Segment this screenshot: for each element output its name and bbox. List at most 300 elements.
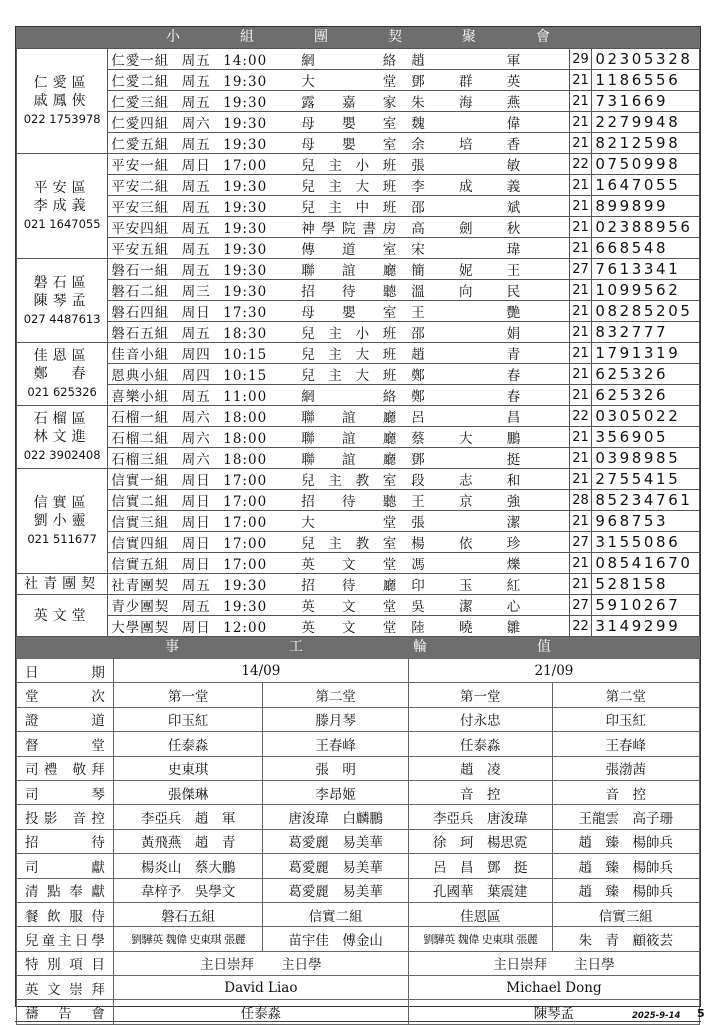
meeting-place: 母嬰室 [301,137,398,153]
district-leader: 林文進 [33,429,91,445]
meeting-time: 19:30 [223,242,268,258]
area-code: 21 [569,280,592,301]
duty-cell: 趙 臻 楊帥兵 [552,854,699,878]
grp-name: 信實三組 [111,515,170,531]
group-row [17,343,700,364]
contact-phone: 625326 [592,364,700,385]
duty-cell: 趙 臻 楊帥兵 [552,829,699,853]
contact-phone: 0398985 [592,448,700,469]
duty-label: 投影 音控 [17,805,114,829]
footer-date: 2025-9-14 [632,1011,681,1021]
title-char: 事 [165,639,179,655]
meeting-day: 周五 [181,578,211,594]
meeting-place: 聯誼廳 [301,410,398,426]
district-name: 社青團契 [24,576,101,592]
meeting-place: 兒主大班 [301,179,398,195]
group-row [17,280,700,301]
group-leader: 朱 海 燕 [411,95,522,111]
district-cell [17,406,108,469]
meeting-day: 周四 [181,368,211,384]
area-code: 21 [569,364,592,385]
group-leader: 段 志 和 [411,473,522,489]
title-char: 組 [240,29,254,45]
meeting-time: 18:00 [223,431,268,447]
duty-cell: 徐 珂 楊思霓 [408,829,552,853]
meeting-place: 招待聽 [301,494,398,510]
meeting-time: 17:00 [223,158,268,174]
area-code: 21 [569,574,592,595]
district-phone: 021 625326 [27,385,97,399]
duty-cell: 劉驊英 魏偉 史東琪 張麗 [408,927,552,951]
duty-cell-merged: 主日崇拜 主日學 [408,951,699,975]
title-char: 小 [166,29,180,45]
contact-phone: 968753 [592,511,700,532]
area-code: 21 [569,133,592,154]
duty-cell: 王春峰 [263,732,408,756]
group-row [17,112,700,133]
meeting-place: 招待廳 [301,578,398,594]
contact-phone: 1791319 [592,343,700,364]
page-number: 5 [697,1007,705,1020]
meeting-day: 周日 [181,620,211,636]
area-code: 21 [569,196,592,217]
duty-cell: 孔國華 葉震建 [408,878,552,902]
duty-cell: 張 明 [263,756,408,780]
meeting-day: 周六 [181,116,211,132]
group-info [108,70,569,91]
duty-label: 司禮 敬拜 [17,756,114,780]
meeting-time: 14:00 [223,53,268,69]
group-info [108,91,569,112]
meeting-day: 周日 [181,515,211,531]
contact-phone: 625326 [592,385,700,406]
meeting-day: 周六 [181,452,211,468]
meeting-day: 周五 [181,53,211,69]
duty-label: 特別項目 [17,951,114,975]
group-info [108,385,569,406]
meeting-time: 17:00 [223,536,268,552]
area-code: 28 [569,490,592,511]
grp-name: 磐石一組 [111,263,170,279]
duty-cell: 呂 昌 鄧 挺 [408,854,552,878]
meeting-day: 周日 [181,158,211,174]
meeting-day: 周五 [181,200,211,216]
meeting-time: 18:30 [223,326,268,342]
duty-label: 英文崇拜 [17,976,114,1000]
duty-cell: 音 控 [408,780,552,804]
duty-cell: 第二堂 [552,683,699,707]
group-row [17,595,700,616]
group-leader: 邵 娟 [411,326,522,342]
group-info [108,154,569,175]
grp-name: 平安二組 [111,179,170,195]
contact-phone: 356905 [592,427,700,448]
grp-name: 平安四組 [111,221,170,237]
meeting-place: 大 堂 [301,74,398,90]
duty-cell: 第一堂 [113,683,263,707]
duty-label: 禱告會 [17,1000,114,1024]
grp-name: 磐石四組 [111,305,170,321]
district-phone: 021 1647055 [23,217,101,231]
meeting-place: 大 堂 [301,515,398,531]
group-info [108,322,569,343]
meeting-place: 兒主大班 [301,347,398,363]
area-code: 29 [569,49,592,70]
meeting-day: 周六 [181,410,211,426]
district-cell [17,574,108,595]
group-row [17,91,700,112]
contact-phone: 5910267 [592,595,700,616]
group-row [17,532,700,553]
meeting-place: 招待聽 [301,284,398,300]
group-info [108,49,569,70]
meeting-day: 周四 [181,347,211,363]
contact-phone: 2279948 [592,112,700,133]
group-leader: 鄧 挺 [411,452,522,468]
duty-cell: 苗宇佳 傅金山 [263,927,408,951]
group-info [108,490,569,511]
footer-rule [15,1021,701,1022]
district-name: 仁愛區 [33,75,91,91]
group-leader: 吳 潔 心 [411,599,522,615]
duty-row [17,902,700,926]
grp-name: 仁愛一組 [111,53,170,69]
grp-name: 喜樂小組 [111,389,170,405]
group-info [108,406,569,427]
area-code: 27 [569,595,592,616]
group-row [17,154,700,175]
district-name: 信實區 [33,495,91,511]
duty-cell: 佳恩區 [408,902,552,926]
duty-row [17,805,700,829]
duty-cell: 印玉紅 [552,707,699,731]
meeting-time: 19:30 [223,137,268,153]
area-code: 21 [569,322,592,343]
district-name: 磐石區 [33,274,91,291]
grp-name: 信實五組 [111,557,170,573]
group-leader: 簡 妮 王 [411,263,522,279]
meeting-place: 兒主教室 [301,536,398,552]
group-row [17,511,700,532]
group-leader: 張 潔 [411,515,522,531]
group-row [17,406,700,427]
date-row [17,659,700,683]
group-info [108,469,569,490]
meeting-place: 網 絡 [301,53,398,69]
duty-row [17,707,700,731]
meeting-place: 聯誼廳 [301,452,398,468]
meeting-place: 母嬰室 [301,116,398,132]
meeting-time: 11:00 [223,389,268,405]
duty-cell: 劉驊英 魏偉 史東琪 張麗 [113,927,263,951]
group-leader: 宋 瑋 [411,242,522,258]
duty-label: 兒童主日學 [17,927,114,951]
group-row [17,574,700,595]
meeting-place: 兒主教室 [301,473,398,489]
group-info [108,448,569,469]
duty-cell: 印玉紅 [113,707,263,731]
group-row [17,175,700,196]
contact-phone: 1099562 [592,280,700,301]
group-row [17,49,700,70]
group-leader: 蔡 大 鵬 [411,431,522,447]
group-info [108,364,569,385]
grp-name: 信實二組 [111,494,170,510]
contact-phone: 668548 [592,238,700,259]
meeting-place: 聯誼廳 [301,431,398,447]
duty-row [17,927,700,951]
district-cell [17,154,108,259]
duty-row [17,829,700,853]
district-cell [17,469,108,574]
area-code: 21 [569,448,592,469]
group-row [17,553,700,574]
contact-phone: 0750998 [592,154,700,175]
meeting-day: 周日 [181,473,211,489]
district-leader: 劉小靈 [33,513,91,529]
district-leader: 鄭 春 [33,366,91,382]
area-code: 21 [569,511,592,532]
group-row [17,490,700,511]
district-cell [17,259,108,343]
group-info [108,112,569,133]
grp-name: 平安五組 [111,242,170,258]
grp-name: 平安一組 [111,158,170,174]
group-leader: 魏 偉 [411,116,522,132]
group-leader: 李 成 義 [411,179,522,195]
group-row [17,196,700,217]
group-info [108,595,569,616]
meeting-place: 聯誼廳 [301,263,398,279]
meeting-day: 周三 [181,284,211,300]
contact-phone: 08541670 [592,553,700,574]
duty-cell: 任泰淼 [113,732,263,756]
meeting-day: 周日 [181,557,211,573]
meeting-day: 周五 [181,326,211,342]
meeting-time: 10:15 [223,347,268,363]
duty-cell-merged: 主日崇拜 主日學 [113,951,408,975]
district-phone: 027 4487613 [23,311,101,326]
date-label: 日期 [17,659,114,683]
meeting-day: 周日 [181,494,211,510]
title-char: 契 [388,29,402,45]
district-name: 石榴區 [33,411,91,427]
duty-cell: 朱 青 顧筱芸 [552,927,699,951]
duty-cell: 王春峰 [552,732,699,756]
group-row [17,259,700,280]
duty-cell: 史東琪 [113,756,263,780]
area-code: 22 [569,616,592,637]
meeting-place: 英文堂 [301,620,398,636]
duty-cell: 李昂姬 [263,780,408,804]
meeting-place: 露嘉家 [301,95,398,111]
area-code: 22 [569,154,592,175]
area-code: 22 [569,406,592,427]
meeting-place: 傳道室 [301,242,398,258]
meeting-day: 周五 [181,599,211,615]
meeting-place: 英文堂 [301,557,398,573]
meeting-time: 19:30 [223,221,268,237]
title-char: 工 [289,639,303,655]
grp-name: 佳音小組 [111,347,170,363]
district-phone: 021 511677 [27,532,97,546]
duty-cell: 唐浚瑋 白麟鵬 [263,805,408,829]
meeting-place: 母嬰室 [301,305,398,321]
duty-cell: 音 控 [552,780,699,804]
grp-name: 社青團契 [111,578,170,594]
duty-cell: 第二堂 [263,683,408,707]
area-code: 21 [569,238,592,259]
meeting-time: 17:00 [223,515,268,531]
title-char: 團 [314,29,328,45]
meeting-day: 周五 [181,137,211,153]
group-row [17,364,700,385]
grp-name: 恩典小組 [111,368,170,384]
group-row [17,301,700,322]
duty-cell: 楊炎山 蔡大鵬 [113,854,263,878]
group-leader: 印 玉 紅 [411,578,522,594]
contact-phone: 8212598 [592,133,700,154]
meeting-time: 18:00 [223,452,268,468]
contact-phone: 1186556 [592,70,700,91]
group-leader: 高 劍 秋 [411,221,522,237]
area-code: 21 [569,553,592,574]
meeting-place: 神學院書房 [301,221,398,237]
meeting-time: 19:30 [223,116,268,132]
small-groups-table [16,48,700,637]
group-row [17,427,700,448]
group-leader: 鄭 春 [411,368,522,384]
meeting-time: 10:15 [223,368,268,384]
duty-cell: 韋梓予 吳學文 [113,878,263,902]
duty-cell: 趙 凌 [408,756,552,780]
meeting-day: 周日 [181,305,211,321]
duty-label: 餐飲服侍 [17,902,114,926]
contact-phone: 08285205 [592,301,700,322]
grp-name: 仁愛五組 [111,137,170,153]
title-char: 聚 [462,29,476,45]
meeting-time: 18:00 [223,410,268,426]
area-code: 21 [569,343,592,364]
meeting-time: 19:30 [223,179,268,195]
group-info [108,343,569,364]
area-code: 21 [569,217,592,238]
contact-phone: 02388956 [592,217,700,238]
meeting-time: 17:30 [223,305,268,321]
meeting-day: 周五 [181,242,211,258]
duty-row [17,854,700,878]
group-row [17,469,700,490]
meeting-day: 周六 [181,431,211,447]
duty-cell: 信實三組 [552,902,699,926]
contact-phone: 85234761 [592,490,700,511]
duty-cell: 黃飛燕 趙 青 [113,829,263,853]
duty-cell: 滕月琴 [263,707,408,731]
group-leader: 余 培 香 [411,137,522,153]
duty-cell-merged: Michael Dong [408,976,699,1000]
group-info [108,259,569,280]
area-code: 21 [569,469,592,490]
group-leader: 呂 昌 [411,410,522,426]
contact-phone: 832777 [592,322,700,343]
section-header-duty-roster [16,637,700,658]
area-code: 21 [569,112,592,133]
duty-cell: 趙 臻 楊帥兵 [552,878,699,902]
group-leader: 鄧 群 英 [411,74,522,90]
contact-phone: 731669 [592,91,700,112]
duty-cell: 第一堂 [408,683,552,707]
meeting-time: 19:30 [223,284,268,300]
area-code: 21 [569,175,592,196]
duty-row [17,976,700,1000]
group-info [108,553,569,574]
area-code: 27 [569,532,592,553]
contact-phone: 0305022 [592,406,700,427]
group-leader: 趙 青 [411,347,522,363]
grp-name: 仁愛三組 [111,95,170,111]
district-name: 英文堂 [33,607,91,624]
grp-name: 信實四組 [111,536,170,552]
duty-cell: 李亞兵 趙 軍 [113,805,263,829]
group-row [17,385,700,406]
grp-name: 石榴一組 [111,410,170,426]
grp-name: 石榴二組 [111,431,170,447]
meeting-place: 兒主小班 [301,326,398,342]
district-leader: 戚鳳俠 [33,93,91,109]
meeting-place: 英文堂 [301,599,398,615]
meeting-day: 周五 [181,74,211,90]
group-row [17,616,700,637]
meeting-time: 19:30 [223,200,268,216]
meeting-time: 17:00 [223,473,268,489]
meeting-time: 17:00 [223,494,268,510]
group-info [108,532,569,553]
grp-name: 大學團契 [111,620,170,636]
contact-phone: 7613341 [592,259,700,280]
meeting-time: 17:00 [223,557,268,573]
grp-name: 仁愛四組 [111,116,170,132]
duty-label: 堂次 [17,683,114,707]
duty-label: 司獻 [17,854,114,878]
district-name: 佳恩區 [33,348,91,364]
district-cell [17,343,108,406]
duty-cell: 信實二組 [263,902,408,926]
district-name: 平安區 [33,180,91,196]
duty-roster-table [16,658,700,1025]
group-leader: 張 敏 [411,158,522,174]
district-phone: 022 1753978 [23,112,101,126]
grp-name: 石榴三組 [111,452,170,468]
contact-phone: 02305328 [592,49,700,70]
area-code: 21 [569,427,592,448]
group-leader: 陸 曉 雛 [411,620,522,636]
duty-cell: 李亞兵 唐浚瑋 [408,805,552,829]
meeting-day: 周五 [181,263,211,279]
duty-label: 司琴 [17,780,114,804]
section-header-small-groups [16,27,700,48]
grp-name: 磐石五組 [111,326,170,342]
meeting-time: 19:30 [223,263,268,279]
district-leader: 李成義 [33,198,91,214]
contact-phone: 899899 [592,196,700,217]
duty-cell: 葛愛麗 易美華 [263,878,408,902]
area-code: 27 [569,259,592,280]
contact-phone: 3155086 [592,532,700,553]
group-leader: 馮 爍 [411,557,522,573]
group-info [108,427,569,448]
area-code: 21 [569,385,592,406]
grp-name: 磐石二組 [111,284,170,300]
